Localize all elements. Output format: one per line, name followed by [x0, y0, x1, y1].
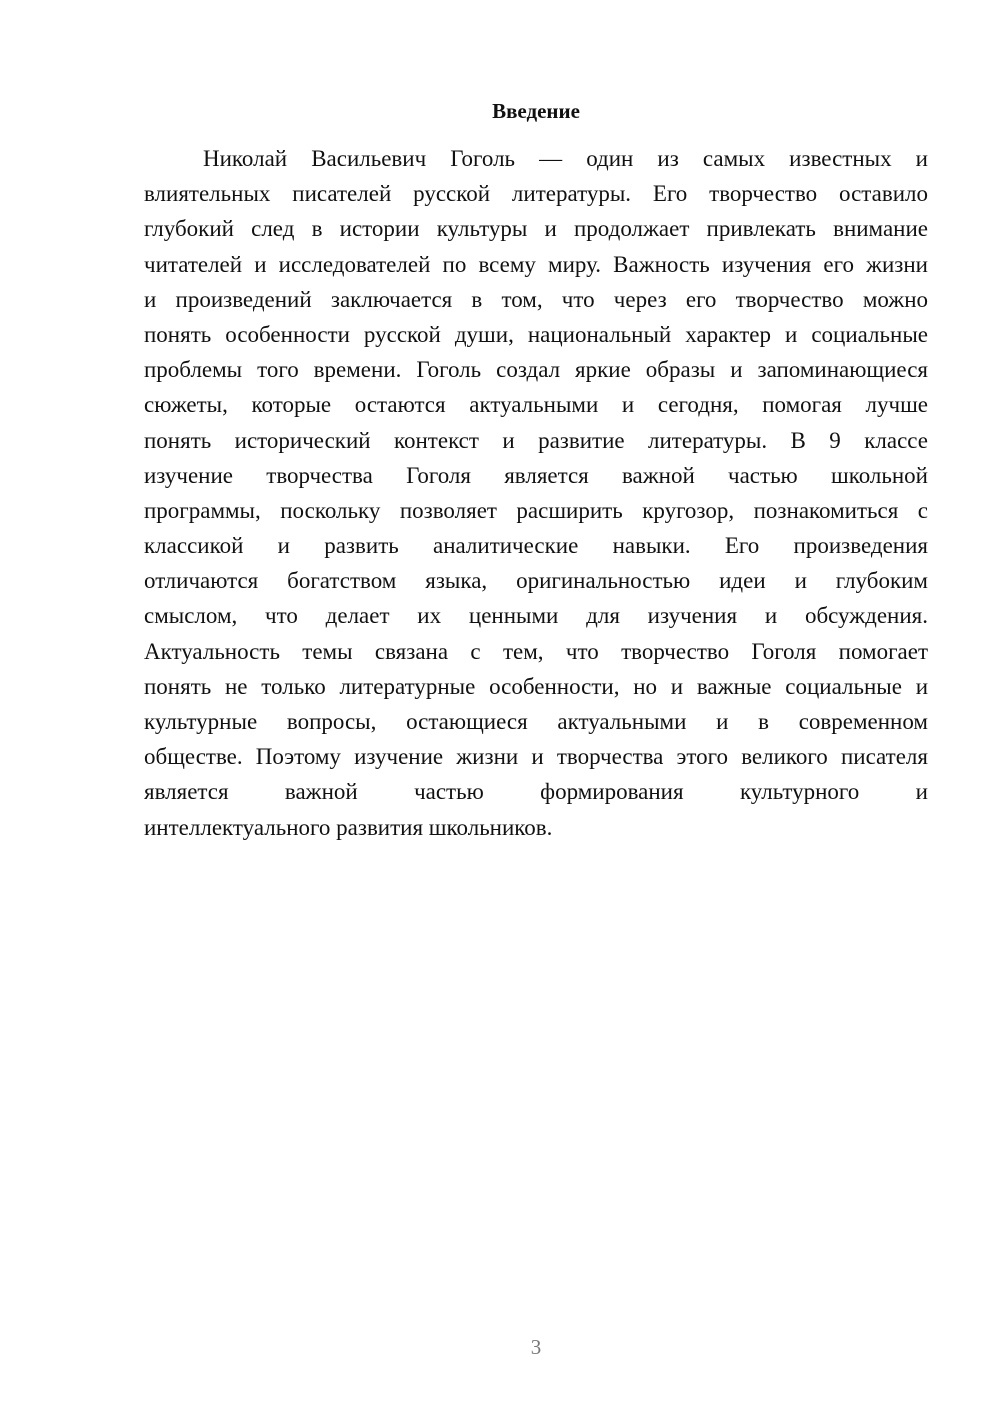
paragraph-line: культурные вопросы, остающиеся актуальными и в современном [144, 709, 928, 734]
paragraph-line: программы, поскольку позволяет расширить кругозор, познакомиться с [144, 497, 928, 523]
paragraph-line: сюжеты, которые остаются актуальными и сегодня, помогая лучше [144, 392, 928, 418]
paragraph-line: Николай Васильевич Гоголь — один из самых известных и [203, 146, 928, 171]
paragraph-line: изучение творчества Гоголя является важной частью школьной [144, 462, 928, 488]
paragraph-line: глубокий след в истории культуры и продолжает привлекать внимание [144, 216, 928, 242]
paragraph-line: влиятельных писателей русской литературы. Его творчество оставило [144, 181, 928, 207]
paragraph-line: понять особенности русской души, национальный характер и социальные [144, 321, 928, 347]
paragraph-line: смыслом, что делает их ценными для изучения и обсуждения. [144, 603, 928, 629]
paragraph-line: Актуальность темы связана с тем, что творчество Гоголя помогает [144, 638, 928, 664]
paragraph-line: проблемы того времени. Гоголь создал яркие образы и запоминающиеся [144, 357, 928, 383]
introduction-paragraph [144, 141, 928, 845]
paragraph-line: понять исторический контекст и развитие литературы. В 9 классе [144, 427, 928, 453]
paragraph-line: понять не только литературные особенности, но и важные социальные и [144, 673, 928, 699]
page-number: 3 [530, 1335, 542, 1359]
paragraph-line: интеллектуального развития школьников. [144, 814, 553, 840]
paragraph-line: является важной частью формирования культурного и [144, 779, 928, 805]
section-heading: Введение [492, 99, 580, 123]
paragraph-line: и произведений заключается в том, что через его творчество можно [144, 286, 928, 312]
paragraph-line: читателей и исследователей по всему миру. Важность изучения его жизни [144, 251, 928, 277]
paragraph-line: обществе. Поэтому изучение жизни и творчества этого великого писателя [144, 744, 928, 770]
paragraph-line: классикой и развить аналитические навыки. Его произведения [144, 533, 928, 559]
paragraph-line: отличаются богатством языка, оригинальностью идеи и глубоким [144, 568, 928, 594]
